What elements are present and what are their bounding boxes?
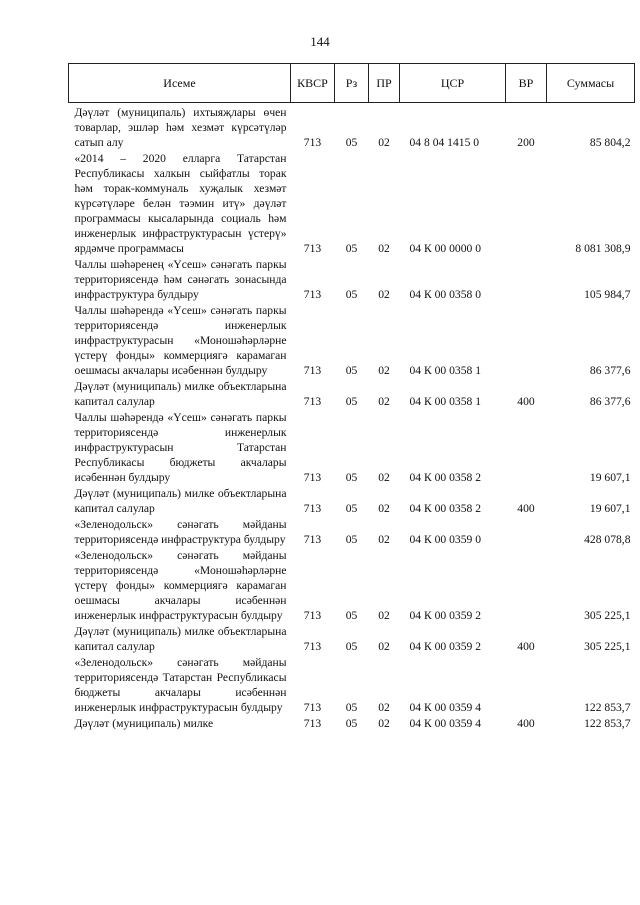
row-rz: 05 (345, 288, 358, 301)
row-pr: 02 (378, 395, 390, 408)
table-row (69, 303, 635, 379)
table-row (69, 410, 635, 486)
row-csr: 04 К 00 0359 2 (409, 640, 481, 653)
row-kvsr: 713 (303, 609, 322, 622)
row-pr: 02 (378, 288, 390, 301)
row-csr: 04 К 00 0358 2 (409, 502, 481, 515)
row-kvsr: 713 (303, 136, 322, 149)
row-sum: 19 607,1 (589, 471, 631, 484)
row-rz: 05 (345, 364, 358, 377)
row-name: Чаллы шәһәрендә «Үсеш» сәнәгать паркы территориясендә инженерлык инфраструктурасын Татарстан Республикасы бюджеты акчалары исәбеннән булдыру (74, 411, 287, 484)
row-kvsr: 713 (303, 395, 322, 408)
row-kvsr: 713 (303, 502, 322, 515)
row-name: «Зеленодольск» сәнәгать мәйданы территориясендә инфраструктура булдыру (74, 518, 287, 546)
row-pr: 02 (378, 640, 390, 653)
row-name: «Зеленодольск» сәнәгать мәйданы территориясендә Татарстан Республикасы бюджеты акчалары исәбеннән инженерлык инфраструктурасын булдыру (74, 656, 287, 714)
row-csr: 04 К 00 0000 0 (409, 242, 481, 255)
row-rz: 05 (345, 717, 358, 730)
row-sum: 305 225,1 (584, 609, 631, 622)
row-name: Дәүләт (муниципаль) ихтыяҗлары өчен товарлар, эшләр һәм хезмәт күрсәтүләр сатып алу (74, 106, 287, 149)
row-kvsr: 713 (303, 471, 322, 484)
row-rz: 05 (345, 136, 358, 149)
row-sum: 86 377,6 (589, 364, 631, 377)
row-vr: 200 (517, 136, 535, 149)
row-rz: 05 (345, 533, 358, 546)
row-name: Чаллы шәһәренең «Үсеш» сәнәгать паркы территориясендә һәм сәнәгать зонасында инфраструктура булдыру (74, 258, 287, 301)
row-vr (506, 655, 547, 716)
row-csr: 04 К 00 0358 2 (409, 471, 481, 484)
row-sum: 85 804,2 (589, 136, 631, 149)
row-rz: 05 (345, 242, 358, 255)
table-row (69, 379, 635, 410)
row-rz: 05 (345, 701, 358, 714)
row-csr: 04 К 00 0359 4 (409, 717, 481, 730)
header-sum: Суммасы (547, 64, 635, 103)
row-name: «2014 – 2020 елларга Татарстан Республикасы халкын сыйфатлы торак һәм торак-коммуналь хуҗалык хезмәт күрсәтүләре белән тәэмин итү» дәүләт программасы кысаларында социаль һәм инженерлык инфраструктурасын үстерү» ярдәмче программасы (74, 152, 287, 255)
row-rz: 05 (345, 471, 358, 484)
row-pr: 02 (378, 502, 390, 515)
header-name: Исеме (69, 64, 291, 103)
row-name: Чаллы шәһәрендә «Үсеш» сәнәгать паркы территориясендә инженерлык инфраструктурасын «Моношәһәрләрне үстерү фонды» коммерциягә карамаган оешмасы акчалары исәбеннән булдыру (74, 304, 287, 377)
header-vr: ВР (506, 64, 547, 103)
row-vr (506, 517, 547, 548)
row-kvsr: 713 (303, 701, 322, 714)
row-csr: 04 К 00 0359 2 (409, 609, 481, 622)
row-rz: 05 (345, 502, 358, 515)
row-vr (506, 410, 547, 486)
row-vr (506, 151, 547, 257)
row-sum: 19 607,1 (589, 502, 631, 515)
row-vr (506, 257, 547, 303)
header-kvsr: КВСР (291, 64, 335, 103)
row-sum: 8 081 308,9 (575, 242, 631, 255)
row-pr: 02 (378, 609, 390, 622)
row-kvsr: 713 (303, 242, 322, 255)
row-vr: 400 (517, 395, 535, 408)
budget-table (68, 63, 635, 732)
row-sum: 105 984,7 (584, 288, 631, 301)
row-rz: 05 (345, 640, 358, 653)
row-csr: 04 К 00 0358 1 (409, 364, 481, 377)
table-row (69, 716, 635, 732)
row-sum: 428 078,8 (584, 533, 631, 546)
row-vr: 400 (517, 717, 535, 730)
row-vr: 400 (517, 640, 535, 653)
page-number: 144 (310, 34, 330, 49)
row-name: «Зеленодольск» сәнәгать мәйданы территориясендә «Моношәһәрләрне үстерү фонды» коммерциягә карамаган оешмасы акчалары исәбеннән инженерлык инфраструктурасын булдыру (74, 549, 287, 622)
row-csr: 04 К 00 0359 4 (409, 701, 481, 714)
row-rz: 05 (345, 609, 358, 622)
row-vr (506, 548, 547, 624)
row-kvsr: 713 (303, 533, 322, 546)
row-kvsr: 713 (303, 288, 322, 301)
row-name: Дәүләт (муниципаль) милке объектларына капитал салулар (74, 625, 287, 653)
row-kvsr: 713 (303, 364, 322, 377)
row-pr: 02 (378, 136, 390, 149)
row-pr: 02 (378, 701, 390, 714)
row-vr (506, 303, 547, 379)
row-name: Дәүләт (муниципаль) милке (74, 717, 214, 730)
table-row (69, 624, 635, 655)
header-rz: Рз (335, 64, 369, 103)
header-pr: ПР (369, 64, 400, 103)
row-sum: 305 225,1 (584, 640, 631, 653)
row-pr: 02 (378, 364, 390, 377)
row-kvsr: 713 (303, 640, 322, 653)
row-name: Дәүләт (муниципаль) милке объектларына капитал салулар (74, 487, 287, 515)
header-csr: ЦСР (400, 64, 506, 103)
row-sum: 122 853,7 (584, 717, 631, 730)
table-row (69, 257, 635, 303)
row-pr: 02 (378, 242, 390, 255)
row-pr: 02 (378, 717, 390, 730)
row-sum: 86 377,6 (589, 395, 631, 408)
row-csr: 04 К 00 0358 1 (409, 395, 481, 408)
row-pr: 02 (378, 471, 390, 484)
row-csr: 04 8 04 1415 0 (409, 136, 480, 149)
row-kvsr: 713 (303, 717, 322, 730)
table-row (69, 655, 635, 716)
row-rz: 05 (345, 395, 358, 408)
row-csr: 04 К 00 0358 0 (409, 288, 481, 301)
table-row (69, 548, 635, 624)
table-row (69, 103, 635, 152)
table-row (69, 486, 635, 517)
table-row (69, 151, 635, 257)
row-sum: 122 853,7 (584, 701, 631, 714)
row-vr: 400 (517, 502, 535, 515)
row-csr: 04 К 00 0359 0 (409, 533, 481, 546)
row-name: Дәүләт (муниципаль) милке объектларына капитал салулар (74, 380, 287, 408)
row-pr: 02 (378, 533, 390, 546)
table-row (69, 517, 635, 548)
table-header-row (69, 64, 635, 103)
